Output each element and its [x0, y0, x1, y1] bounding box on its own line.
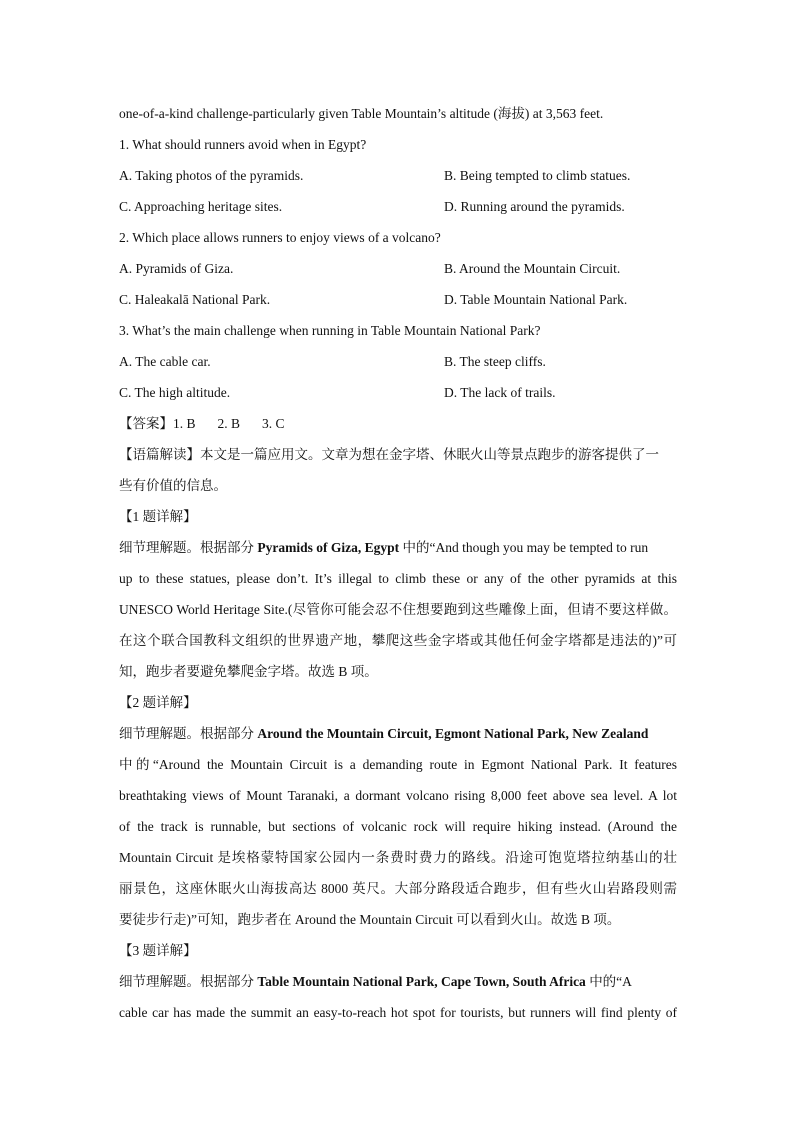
- q1-explanation-line-1: [119, 532, 677, 563]
- q1-explanation-line-3: UNESCO World Heritage Site.(尽管你可能会忍不住想要跑到这些雕像上面，但请不要这样做。: [119, 602, 677, 617]
- q1-l1-pre: 细节理解题。根据部分: [119, 540, 258, 555]
- document-page: [119, 98, 677, 1028]
- q2-l1-pre: 细节理解题。根据部分: [119, 726, 258, 741]
- q1-explanation-heading: 【1 题详解】: [119, 509, 197, 524]
- q2-explanation-line-1: [119, 718, 677, 749]
- q1-l1-post: 中的“And though you may be tempted to run: [399, 540, 649, 555]
- q3-option-c: C. The high altitude.: [119, 385, 231, 400]
- question-1-options-row-2: [119, 191, 677, 222]
- q2-section-name: Around the Mountain Circuit, Egmont National Park, New Zealand: [257, 726, 649, 741]
- q2-option-b: B. Around the Mountain Circuit.: [444, 261, 621, 276]
- question-3-stem: 3. What’s the main challenge when running in Table Mountain National Park?: [119, 323, 541, 338]
- question-1-options-row-1: [119, 160, 677, 191]
- q1-option-c: C. Approaching heritage sites.: [119, 199, 283, 214]
- q2-explanation-line-5: Mountain Circuit 是埃格蒙特国家公园内一条费时费力的路线。沿途可饱览塔拉纳基山的壮: [119, 850, 677, 865]
- q3-explanation-heading: 【3 题详解】: [119, 943, 197, 958]
- question-3-options-row-1: [119, 346, 677, 377]
- interpretation-line-2: 些有价值的信息。: [119, 478, 227, 493]
- q2-option-a: A. Pyramids of Giza.: [119, 261, 234, 276]
- answer-line: [119, 408, 677, 439]
- q2-explanation-line-2: 中的“Around the Mountain Circuit is a demanding route in Egmont National Park. It features: [119, 757, 677, 772]
- q2-explanation-line-4: of the track is runnable, but sections of volcanic rock will require hiking instead. (Around the: [119, 819, 677, 834]
- question-2-stem: 2. Which place allows runners to enjoy views of a volcano?: [119, 230, 441, 245]
- q1-explanation-line-4: 在这个联合国教科文组织的世界遗产地，攀爬这些金字塔或其他任何金字塔都是违法的)”可: [119, 633, 677, 648]
- q2-explanation-line-7: 要徒步行走)”可知，跑步者在 Around the Mountain Circuit 可以看到火山。故选 B 项。: [119, 912, 621, 927]
- question-1-stem: 1. What should runners avoid when in Egypt?: [119, 137, 367, 152]
- answer-item-2: 2. B: [217, 416, 241, 431]
- question-2-options-row-1: [119, 253, 677, 284]
- q3-explanation-line-2: cable car has made the summit an easy-to-reach hot spot for tourists, but runners will find plenty of: [119, 1005, 677, 1020]
- q1-option-b: B. Being tempted to climb statues.: [444, 168, 631, 183]
- q3-l1-pre: 细节理解题。根据部分: [119, 974, 258, 989]
- q3-explanation-line-1: [119, 966, 677, 997]
- q2-explanation-line-3: breathtaking views of Mount Taranaki, a dormant volcano rising 8,000 feet above sea level. A lot: [119, 788, 677, 803]
- answer-label: 【答案】: [119, 416, 173, 431]
- q1-explanation-line-5: 知，跑步者要避免攀爬金字塔。故选 B 项。: [119, 664, 378, 679]
- q1-explanation-line-2: up to these statues, please don’t. It’s illegal to climb these or any of the other pyramids at this: [119, 571, 677, 586]
- intro-tail-text: one-of-a-kind challenge-particularly given Table Mountain’s altitude (海拔) at 3,563 feet.: [119, 106, 604, 121]
- q2-explanation-line-6: 丽景色，这座休眠火山海拔高达 8000 英尺。大部分路段适合跑步，但有些火山岩路段则需: [119, 881, 677, 896]
- answer-item-1: 1. B: [173, 416, 196, 431]
- question-3-options-row-2: [119, 377, 677, 408]
- q3-option-a: A. The cable car.: [119, 354, 211, 369]
- q1-option-a: A. Taking photos of the pyramids.: [119, 168, 304, 183]
- q2-option-c: C. Haleakalā National Park.: [119, 292, 271, 307]
- q3-l1-post: 中的“A: [585, 974, 632, 989]
- q1-section-name: Pyramids of Giza, Egypt: [257, 540, 400, 555]
- answer-item-3: 3. C: [262, 416, 285, 431]
- question-2-options-row-2: [119, 284, 677, 315]
- q2-option-d: D. Table Mountain National Park.: [444, 292, 628, 307]
- q3-option-d: D. The lack of trails.: [444, 385, 556, 400]
- q3-section-name: Table Mountain National Park, Cape Town, South Africa: [257, 974, 586, 989]
- interpretation-line-1: 【语篇解读】本文是一篇应用文。文章为想在金字塔、休眠火山等景点跑步的游客提供了一: [119, 447, 659, 462]
- q3-option-b: B. The steep cliffs.: [444, 354, 546, 369]
- q2-explanation-heading: 【2 题详解】: [119, 695, 197, 710]
- q1-option-d: D. Running around the pyramids.: [444, 199, 625, 214]
